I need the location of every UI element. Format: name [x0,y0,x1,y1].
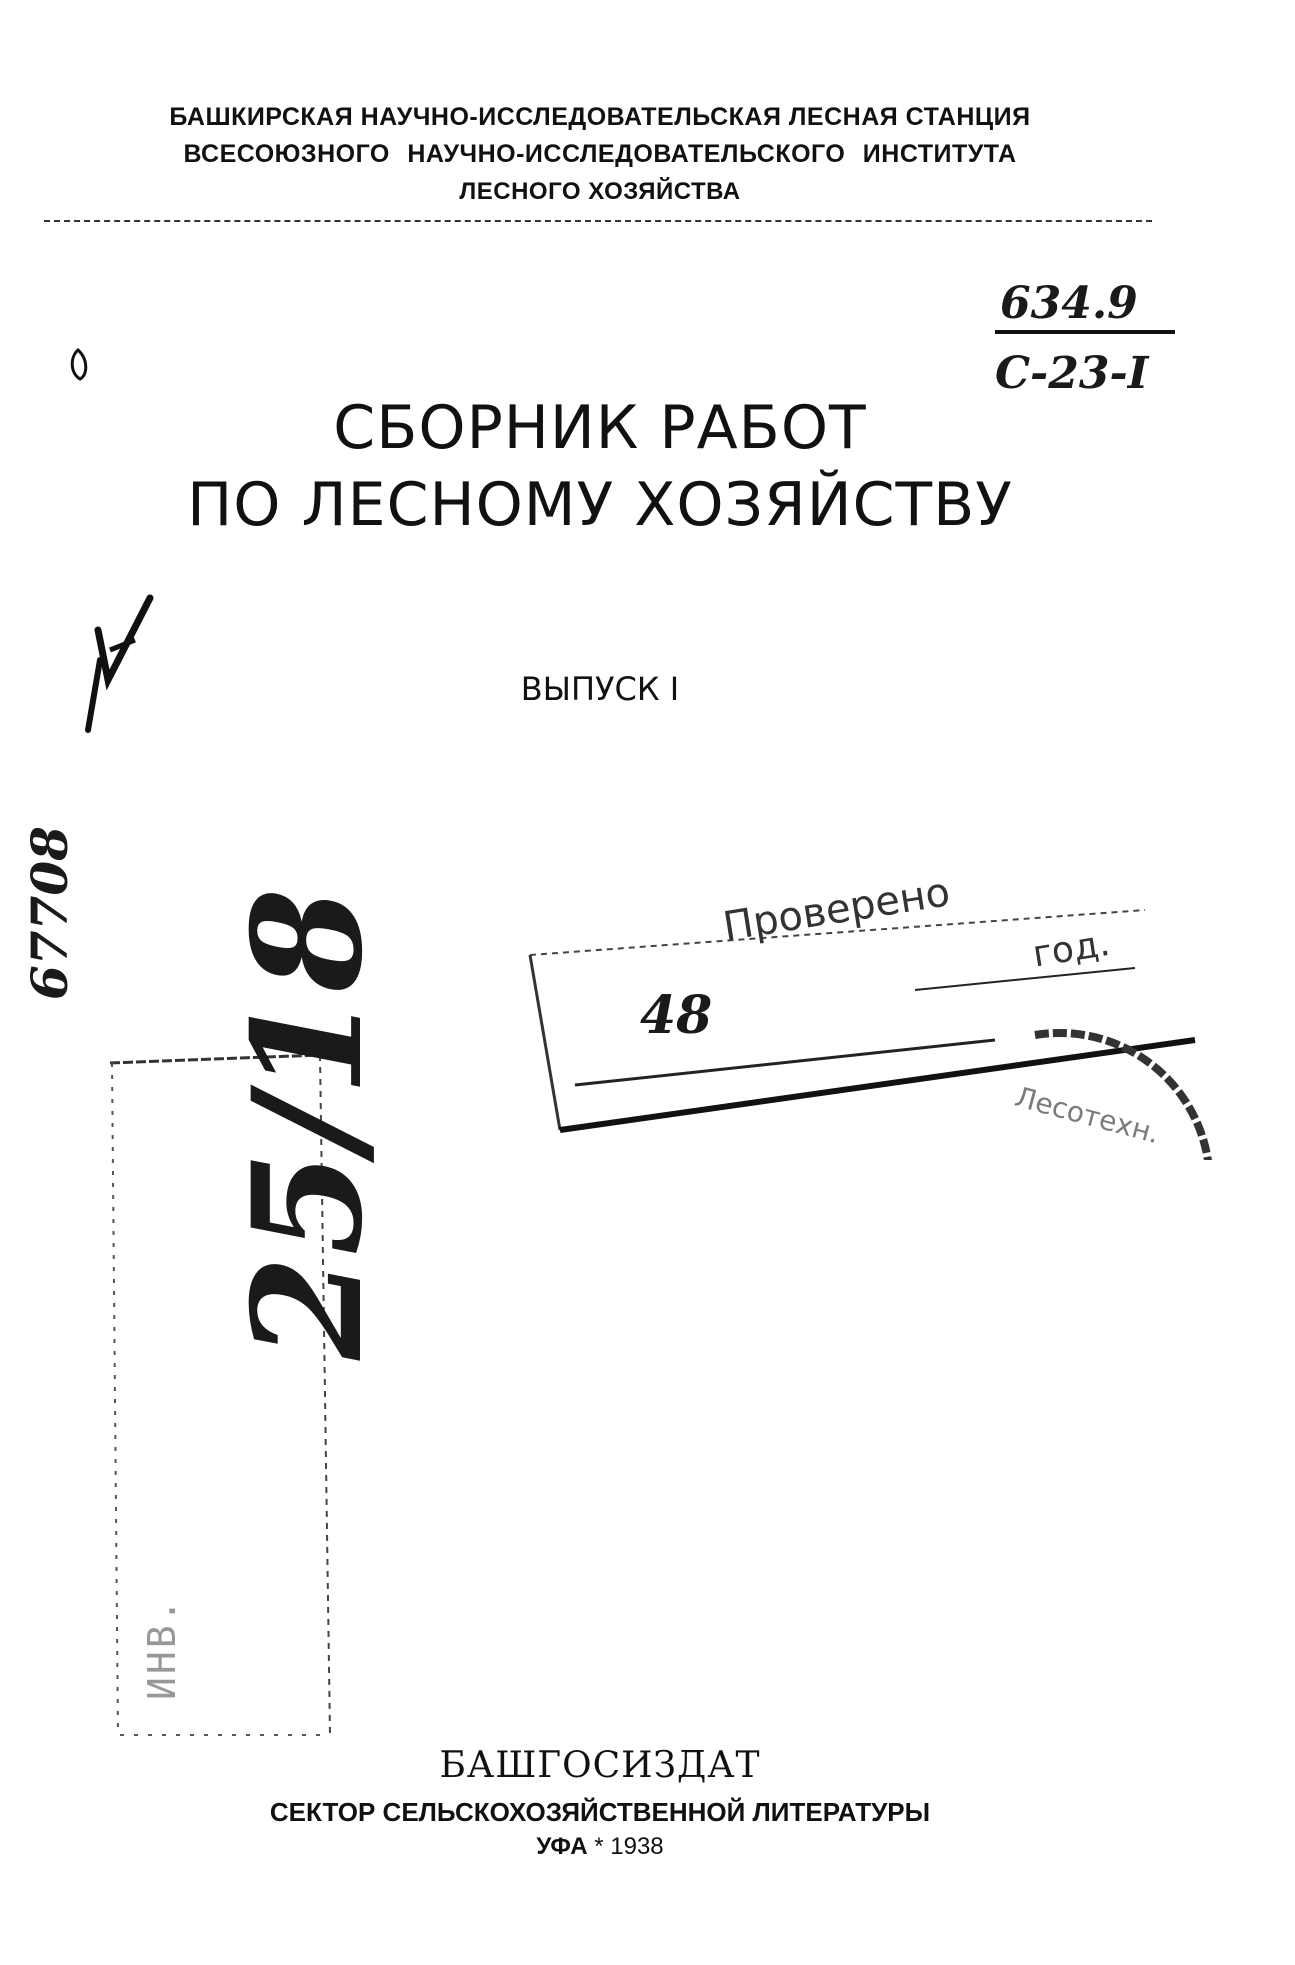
check-stamp-year: год. [1030,922,1113,976]
imprint-year: 1938 [610,1833,664,1860]
header-line-2: ВСЕСОЮЗНОГО НАУЧНО-ИССЛЕДОВАТЕЛЬСКОГО ИНСТИТУТА [183,140,1017,168]
call-number-divider [995,330,1175,334]
round-stamp-text: Лесотехн. [1011,1080,1164,1151]
header-divider [44,220,1152,222]
publisher-sector: СЕКТОР СЕЛЬСКОХОЗЯЙСТВЕННОЙ ЛИТЕРАТУРЫ [269,1797,931,1827]
imprint-city: УФА [536,1833,588,1860]
call-number-bottom: С-23-I [995,348,1149,399]
imprint-line [0,1833,1200,1861]
header-line-3: ЛЕСНОГО ХОЗЯЙСТВА [459,178,741,205]
imprint-separator: * [594,1833,604,1860]
call-number-top: 634.9 [1000,278,1138,329]
publisher-name: БАШГОСИЗДАТ [439,1745,761,1786]
check-stamp-label: Проверено [720,869,954,951]
pen-mark [66,345,96,385]
issue-label: ВЫПУСК I [520,670,680,708]
library-stamp-number: 25/18 [220,887,396,1360]
title-line-1: СБОРНИК РАБОТ [333,393,867,463]
library-stamp-text: ИНВ. [140,1596,184,1700]
check-mark [80,590,170,740]
stamp-number: 48 [640,985,713,1046]
inventory-number: 67708 [20,826,79,1000]
header-line-1: БАШКИРСКАЯ НАУЧНО-ИССЛЕДОВАТЕЛЬСКАЯ ЛЕСНАЯ СТАНЦИЯ [169,103,1031,131]
title-line-2: ПО ЛЕСНОМУ ХОЗЯЙСТВУ [187,470,1013,540]
